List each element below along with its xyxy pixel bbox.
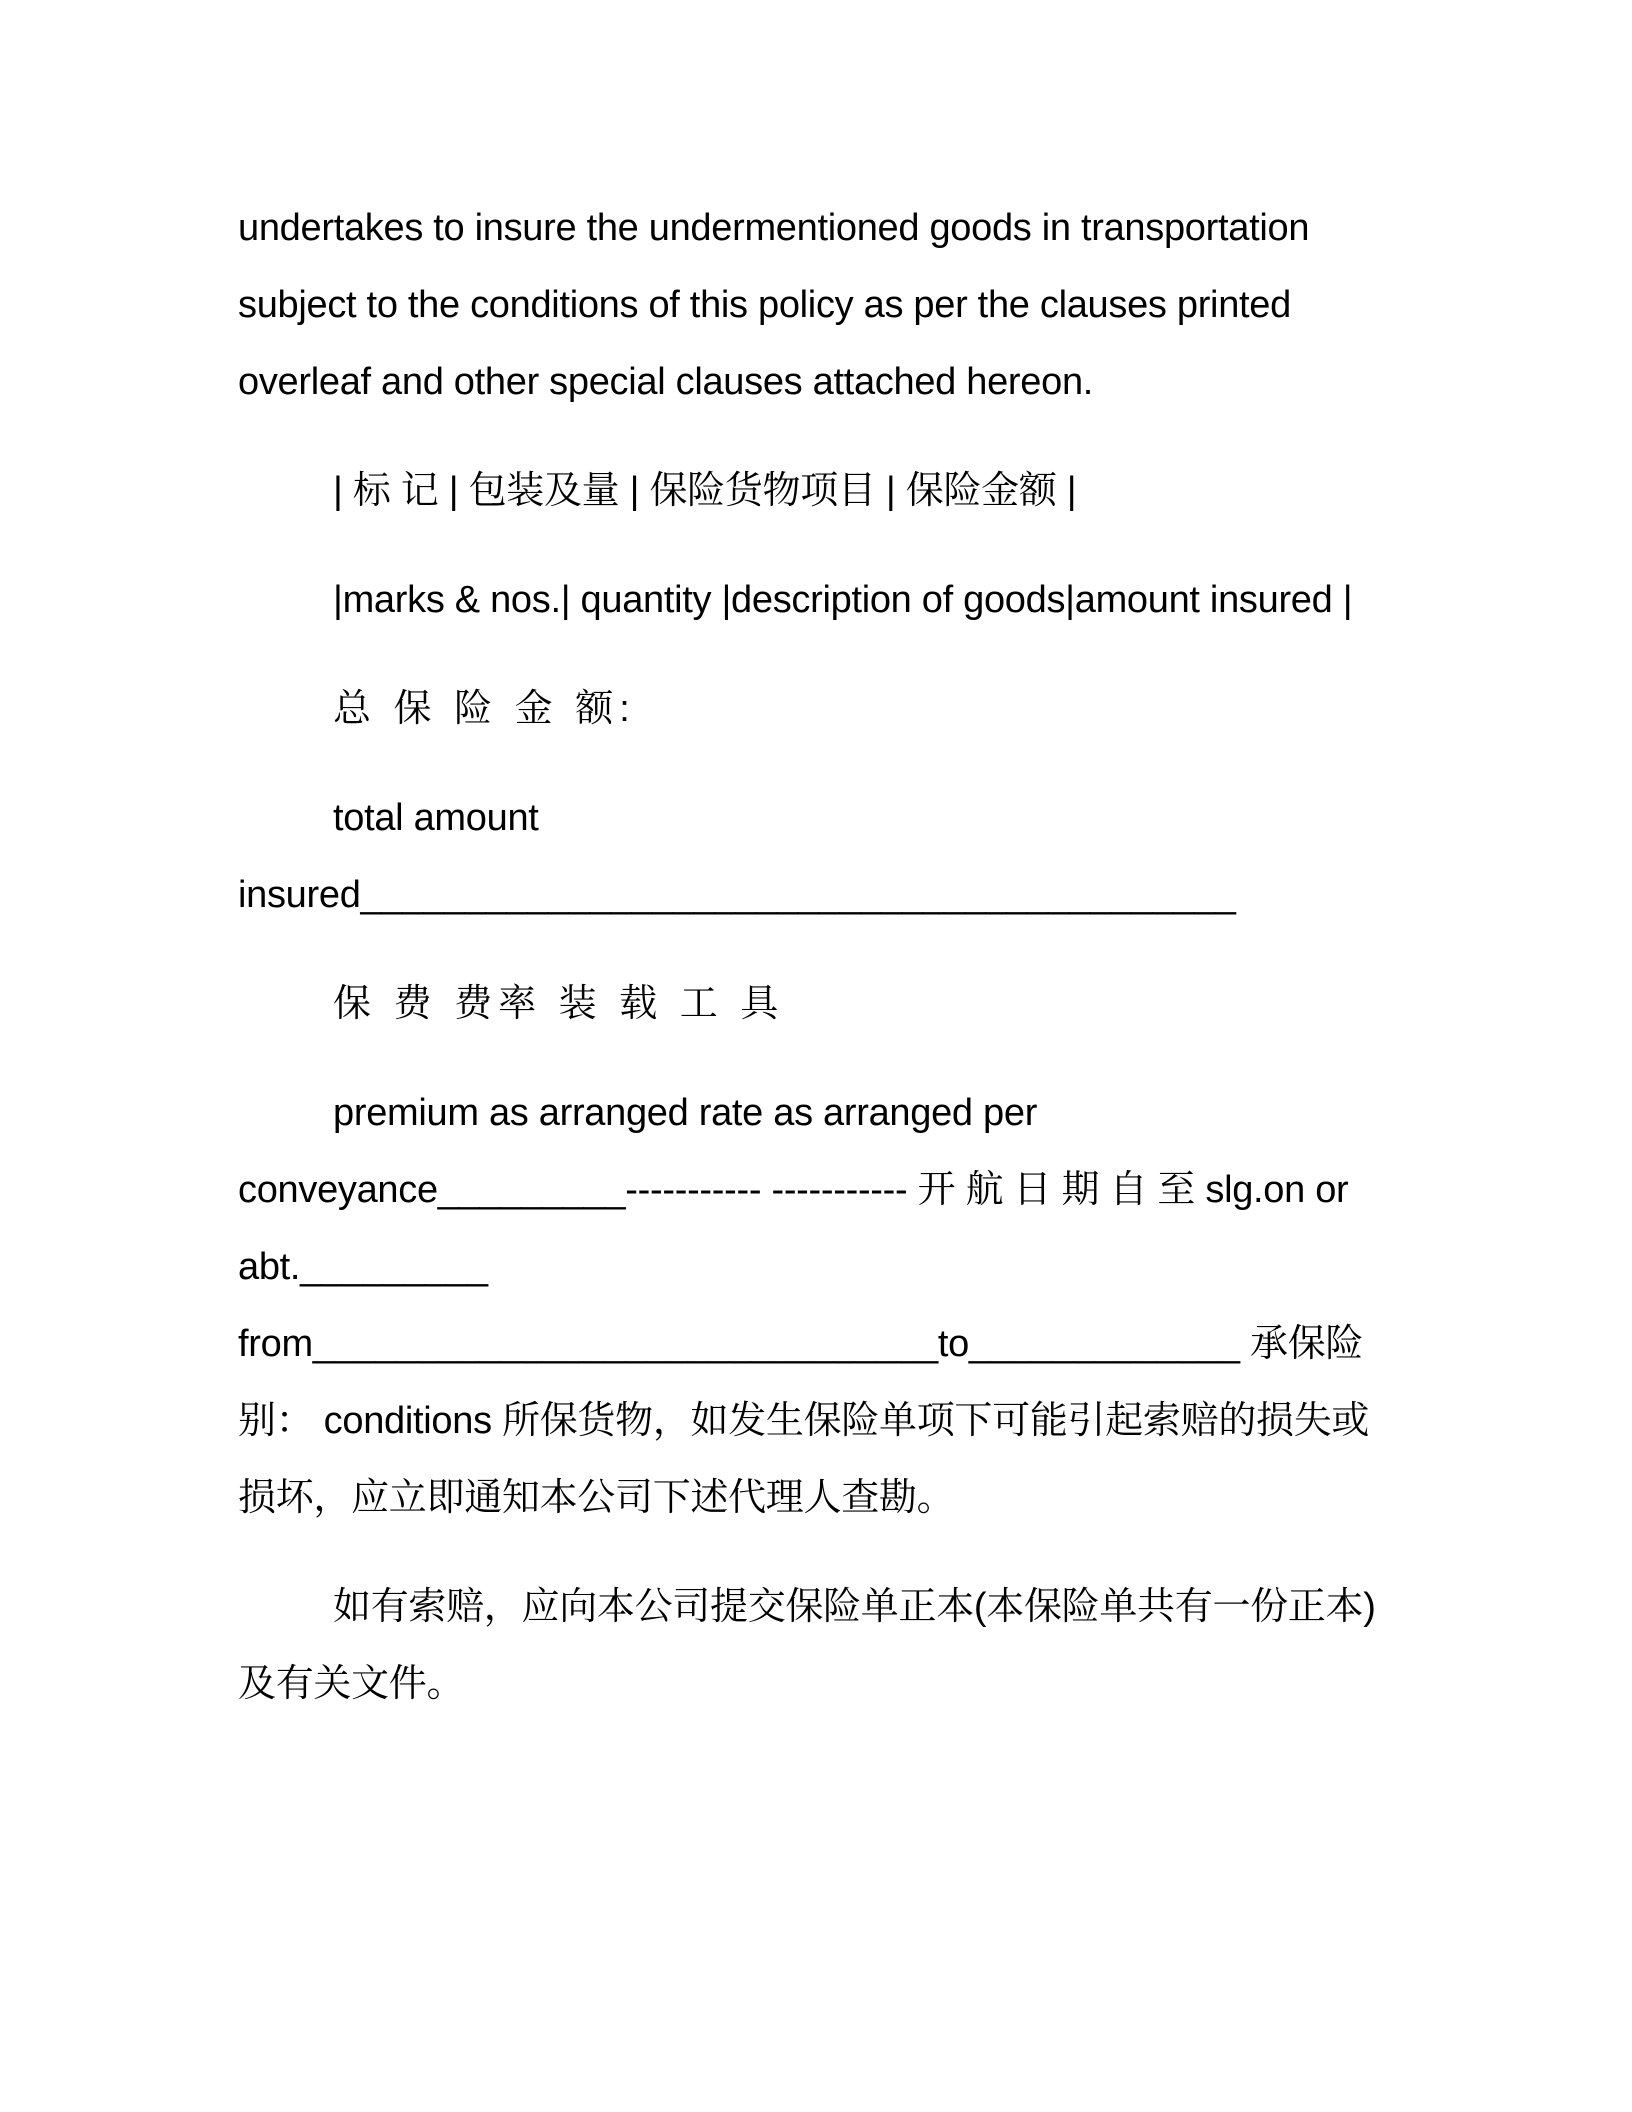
document-page xyxy=(238,190,1378,1723)
premium-chinese: 保 费 费率 装 载 工 具 xyxy=(333,983,785,1025)
table-header-chinese: | 标 记 | 包装及量 | 保险货物项目 | 保险金额 | xyxy=(333,470,1077,512)
table-header-english: |marks & nos.| quantity |description of goods|amount insured | xyxy=(333,579,1353,621)
claims-paragraph: 如有索赔，应向本公司提交保险单正本(本保险单共有一份正本)及有关文件。 xyxy=(238,1586,1376,1705)
premium-english: premium as arranged rate as arranged per conveyance_________----------- ----------- 开 航 日 期 自 至 slg.on or abt._________ xyxy=(238,1092,1359,1288)
intro-paragraph: undertakes to insure the undermentioned goods in transportation subject to the conditions of this policy as per the clauses printed overleaf and other special clauses attached hereon. xyxy=(238,207,1320,403)
total-amount-chinese: 总 保 险 金 额: xyxy=(333,688,636,730)
total-amount-english: total amount insured__________________________________________ xyxy=(238,797,1236,916)
route-and-conditions: from______________________________to_____________ 承保险别： conditions 所保货物，如发生保险单项下可能引起索赔的损失或损坏，应立即通知本公司下述代理人查勘。 xyxy=(238,1323,1370,1519)
